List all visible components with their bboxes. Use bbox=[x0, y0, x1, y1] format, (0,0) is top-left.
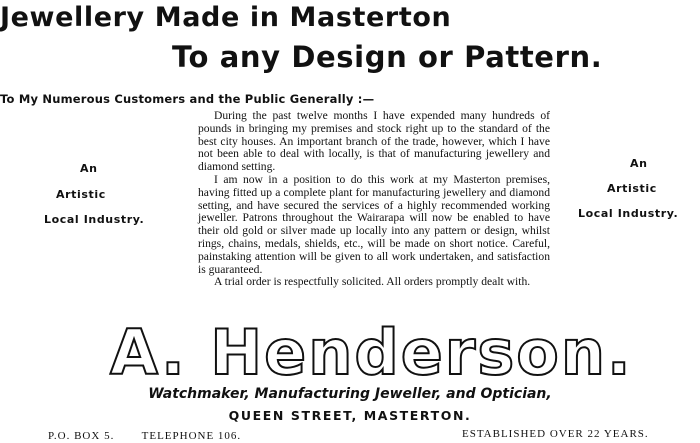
body-paragraph-1: During the past twelve months I have expended many hundreds of pounds in bringing my premises and stock right up to the standard of the best city houses. An important branch of the trade, however, which I have not been able to deal with locally, is that of manufacturing jewellery and diamond setting. bbox=[198, 109, 550, 174]
side-left-line-2: Artistic bbox=[56, 188, 106, 201]
telephone: TELEPHONE 106. bbox=[141, 430, 242, 442]
headline-line-2: To any Design or Pattern. bbox=[172, 40, 603, 74]
body-paragraph-3: A trial order is respectfully solicited. All orders promptly dealt with. bbox=[214, 275, 531, 289]
body-text bbox=[198, 110, 550, 289]
greeting: To My Numerous Customers and the Public Generally :— bbox=[0, 92, 375, 106]
body-paragraph-2: I am now in a position to do this work at my Masterton premises, having fitted up a complete plant for manufacturing jewellery and diamond setting, and have secured the services of a highly recommended working jeweller. Patrons throughout the Wairarapa will now be enabled to have their old gold or silver made up locally into any pattern or design, whilst rings, chains, medals, shields, etc., will be made on short notice. Careful, painstaking attention will be given to all work undertaken, and satisfaction is guaranteed. bbox=[198, 172, 550, 276]
headline-line-1: Jewellery Made in Masterton bbox=[0, 2, 452, 33]
side-left-line-1: An bbox=[80, 162, 98, 175]
footer-contact bbox=[48, 430, 241, 442]
side-right-line-1: An bbox=[630, 157, 648, 170]
side-right-line-3: Local Industry. bbox=[578, 207, 679, 220]
address: QUEEN STREET, MASTERTON. bbox=[228, 408, 472, 423]
trade-description: Watchmaker, Manufacturing Jeweller, and Optician, bbox=[148, 386, 552, 402]
po-box: P.O. BOX 5. bbox=[48, 430, 115, 442]
proprietor-name: A. Henderson. bbox=[110, 316, 633, 389]
side-right-line-2: Artistic bbox=[607, 182, 657, 195]
side-left-line-3: Local Industry. bbox=[44, 213, 145, 226]
established-note: ESTABLISHED OVER 22 YEARS. bbox=[462, 428, 649, 440]
